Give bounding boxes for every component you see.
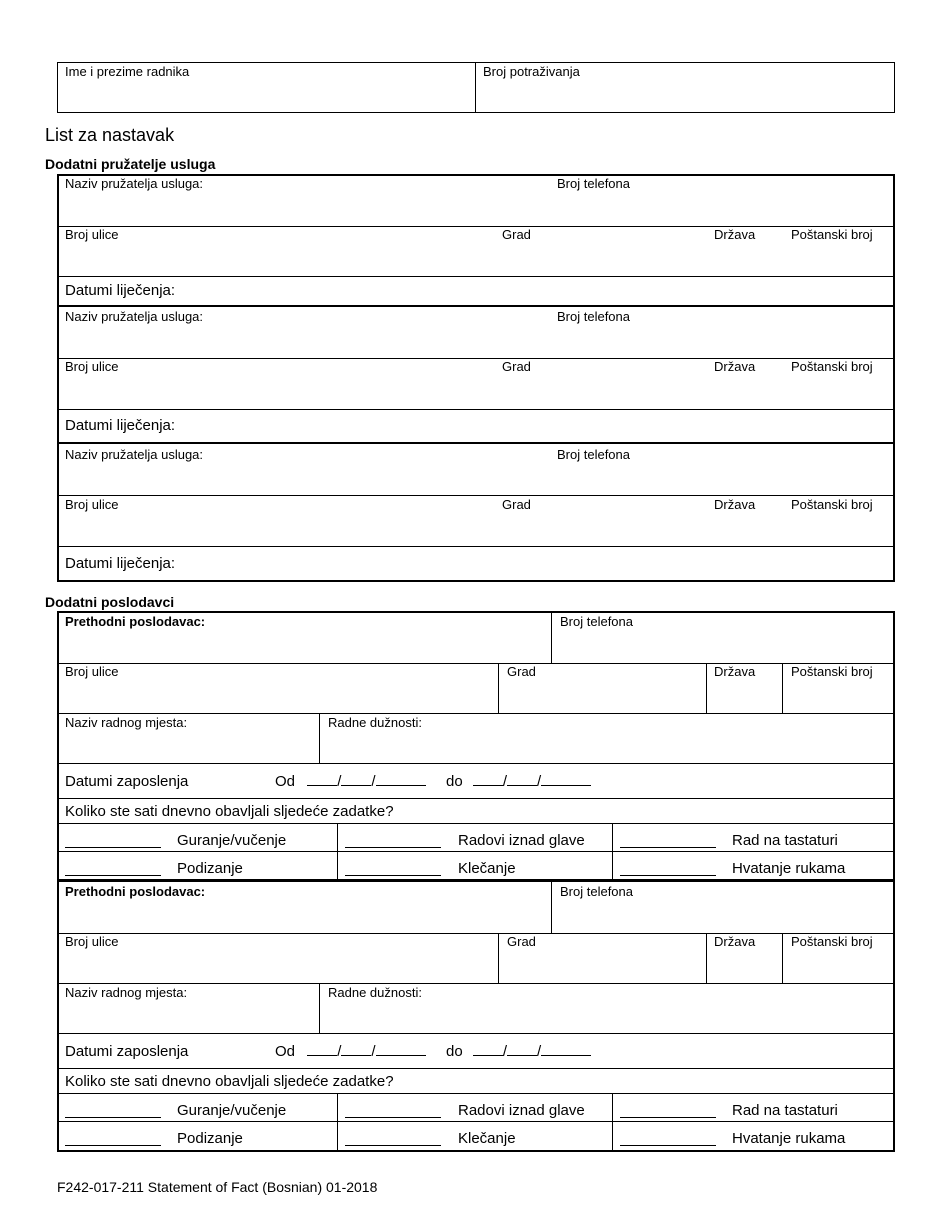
provider-city-field[interactable]: Grad [502, 359, 531, 374]
hours-input[interactable] [65, 1145, 161, 1146]
task-label: Guranje/vučenje [177, 832, 287, 849]
divider [782, 933, 783, 983]
divider [58, 933, 894, 934]
divider [706, 933, 707, 983]
divider [58, 663, 894, 664]
employer-state-field[interactable]: Država [714, 934, 756, 949]
from-label: Od [275, 1043, 296, 1060]
employer-street-field[interactable]: Broj ulice [65, 934, 119, 949]
employer-state-field[interactable]: Država [714, 664, 756, 679]
divider [58, 763, 894, 764]
employer-city-field[interactable]: Grad [507, 664, 536, 679]
block-separator [58, 442, 894, 444]
task-label: Klečanje [458, 1130, 516, 1147]
page-title: List za nastavak [45, 125, 175, 145]
provider-name-field[interactable]: Naziv pružatelja usluga: [65, 309, 204, 324]
duties-field[interactable]: Radne dužnosti: [328, 715, 422, 730]
hours-input[interactable] [345, 847, 441, 848]
hours-input[interactable] [345, 875, 441, 876]
divider [58, 823, 894, 824]
hours-question: Koliko ste sati dnevno obavljali sljedeće zadatke? [65, 803, 394, 820]
divider [58, 713, 894, 714]
divider [319, 983, 320, 1033]
hours-question: Koliko ste sati dnevno obavljali sljedeće zadatke? [65, 1073, 394, 1090]
divider [58, 1093, 894, 1094]
hours-input[interactable] [620, 1117, 716, 1118]
employer-phone-field[interactable]: Broj telefona [560, 884, 633, 899]
task-label: Klečanje [458, 860, 516, 877]
task-label: Rad na tastaturi [732, 1102, 838, 1119]
task-label: Radovi iznad glave [458, 1102, 585, 1119]
block-separator [58, 305, 894, 307]
provider-state-field[interactable]: Država [714, 227, 756, 242]
employers-heading: Dodatni poslodavci [45, 594, 175, 610]
provider-name-field[interactable]: Naziv pružatelja usluga: [65, 447, 204, 462]
hours-input[interactable] [620, 875, 716, 876]
job-title-field[interactable]: Naziv radnog mjesta: [65, 715, 188, 730]
hours-input[interactable] [65, 847, 161, 848]
provider-street-field[interactable]: Broj ulice [65, 227, 119, 242]
task-label: Rad na tastaturi [732, 832, 838, 849]
from-label: Od [275, 773, 296, 790]
providers-heading: Dodatni pružatelje usluga [45, 156, 216, 172]
hours-input[interactable] [620, 847, 716, 848]
divider [58, 409, 894, 410]
header-divider [475, 62, 476, 113]
provider-dates-field[interactable]: Datumi liječenja: [65, 417, 176, 434]
divider [498, 663, 499, 713]
provider-city-field[interactable]: Grad [502, 497, 531, 512]
duties-field[interactable]: Radne dužnosti: [328, 985, 422, 1000]
divider [58, 1121, 894, 1122]
employment-dates-label: Datumi zaposlenja [65, 773, 189, 790]
divider [58, 546, 894, 547]
providers-box [57, 174, 895, 582]
divider [551, 882, 552, 933]
divider [58, 983, 894, 984]
provider-dates-field[interactable]: Datumi liječenja: [65, 555, 176, 572]
hours-input[interactable] [345, 1117, 441, 1118]
provider-street-field[interactable]: Broj ulice [65, 497, 119, 512]
task-label: Radovi iznad glave [458, 832, 585, 849]
provider-city-field[interactable]: Grad [502, 227, 531, 242]
to-label: do [446, 773, 463, 790]
hours-input[interactable] [620, 1145, 716, 1146]
provider-phone-field[interactable]: Broj telefona [557, 447, 630, 462]
provider-state-field[interactable]: Država [714, 497, 756, 512]
employer-city-field[interactable]: Grad [507, 934, 536, 949]
employer-zip-field[interactable]: Poštanski broj [791, 934, 873, 949]
job-title-field[interactable]: Naziv radnog mjesta: [65, 985, 188, 1000]
employment-from-field[interactable]: Od / / [275, 773, 426, 790]
divider [58, 226, 894, 227]
employment-from-field[interactable]: Od / / [275, 1043, 426, 1060]
employer-phone-field[interactable]: Broj telefona [560, 614, 633, 629]
divider [58, 1068, 894, 1069]
divider [58, 1033, 894, 1034]
divider [58, 851, 894, 852]
form-footer: F242-017-211 Statement of Fact (Bosnian) 01-2018 [57, 1179, 378, 1195]
employer-name-field[interactable]: Prethodni poslodavac: [65, 614, 206, 629]
divider [58, 358, 894, 359]
employment-to-field[interactable]: do / / [446, 1043, 591, 1060]
employer-street-field[interactable]: Broj ulice [65, 664, 119, 679]
divider [706, 663, 707, 713]
provider-street-field[interactable]: Broj ulice [65, 359, 119, 374]
block-separator [58, 879, 894, 882]
claim-number-field[interactable]: Broj potraživanja [483, 64, 580, 79]
task-label: Hvatanje rukama [732, 860, 846, 877]
employer-zip-field[interactable]: Poštanski broj [791, 664, 873, 679]
hours-input[interactable] [65, 875, 161, 876]
hours-input[interactable] [345, 1145, 441, 1146]
task-label: Guranje/vučenje [177, 1102, 287, 1119]
divider [319, 713, 320, 763]
divider [58, 495, 894, 496]
provider-name-field[interactable]: Naziv pružatelja usluga: [65, 176, 204, 191]
to-label: do [446, 1043, 463, 1060]
divider [551, 612, 552, 663]
hours-input[interactable] [65, 1117, 161, 1118]
divider [58, 798, 894, 799]
divider [498, 933, 499, 983]
provider-zip-field[interactable]: Poštanski broj [791, 359, 873, 374]
provider-phone-field[interactable]: Broj telefona [557, 176, 630, 191]
provider-zip-field[interactable]: Poštanski broj [791, 227, 873, 242]
worker-name-field[interactable]: Ime i prezime radnika [65, 64, 190, 79]
employer-name-field[interactable]: Prethodni poslodavac: [65, 884, 206, 899]
employment-to-field[interactable]: do / / [446, 773, 591, 790]
task-label: Hvatanje rukama [732, 1130, 846, 1147]
provider-phone-field[interactable]: Broj telefona [557, 309, 630, 324]
task-label: Podizanje [177, 1130, 243, 1147]
task-label: Podizanje [177, 860, 243, 877]
provider-zip-field[interactable]: Poštanski broj [791, 497, 873, 512]
provider-state-field[interactable]: Država [714, 359, 756, 374]
divider [782, 663, 783, 713]
employment-dates-label: Datumi zaposlenja [65, 1043, 189, 1060]
provider-dates-field[interactable]: Datumi liječenja: [65, 282, 176, 299]
divider [58, 276, 894, 277]
